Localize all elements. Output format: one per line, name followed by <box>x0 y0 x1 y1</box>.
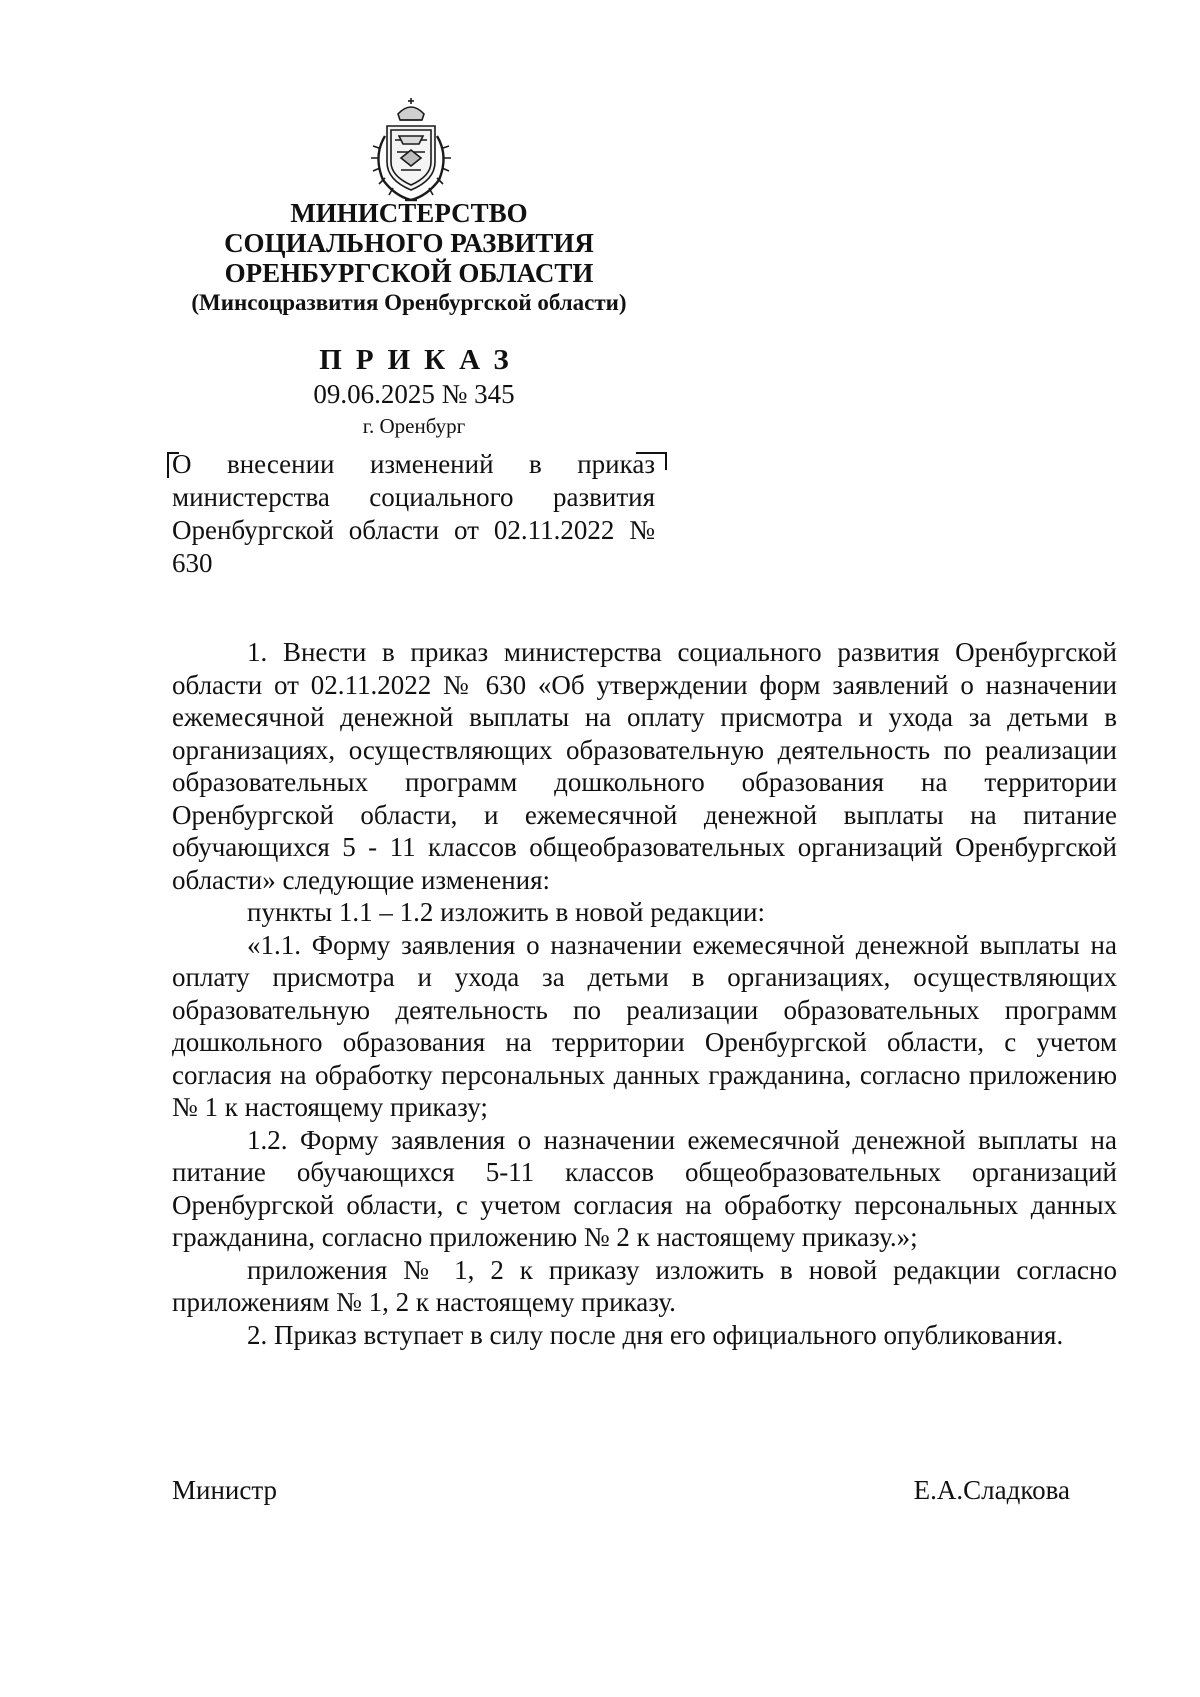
body-paragraph-4: 1.2. Форму заявления о назначении ежемесячной денежной выплаты на питание обучающихся 5-11 классов общеобразовательных организаций Оренбургской области, с учетом согласия на обработку персональных данных гражданина, согласно приложению № 2 к настоящему приказу.»; <box>172 1124 1117 1252</box>
ministry-short-name: (Минсоцразвития Оренбургской области) <box>191 290 627 315</box>
ministry-name-line2: СОЦИАЛЬНОГО РАЗВИТИЯ <box>224 228 594 258</box>
subject-corner-mark-right-vertical <box>664 452 667 470</box>
order-subject: О внесении изменений в приказ министерства социального развития Оренбургской области от 02.11.2022 № 630 <box>172 449 655 578</box>
body-paragraph-6: 2. Приказ вступает в силу после дня его официального опубликования. <box>247 1319 1064 1350</box>
order-city: г. Оренбург <box>362 414 466 438</box>
subject-corner-mark-left-vertical <box>167 452 170 478</box>
coat-of-arms-icon <box>365 96 457 204</box>
ministry-name-line1: МИНИСТЕРСТВО <box>290 198 528 228</box>
order-body <box>172 636 1117 1351</box>
order-title: ПРИКАЗ <box>319 344 523 376</box>
order-date-number: 09.06.2025 № 345 <box>313 379 515 409</box>
signatory-name: Е.А.Сладкова <box>913 1475 1070 1505</box>
order-heading <box>270 343 558 441</box>
signatory-position: Министр <box>172 1475 277 1505</box>
body-paragraph-2: пункты 1.1 – 1.2 изложить в новой редакции: <box>247 897 766 927</box>
ministry-name-line3: ОРЕНБУРГСКОЙ ОБЛАСТИ <box>224 258 594 288</box>
body-paragraph-1: 1. Внести в приказ министерства социального развития Оренбургской области от 02.11.2022 № 630 «Об утверждении форм заявлений о назначении ежемесячной денежной выплаты на оплату присмотра и ухода за детьми в организациях, осуществляющих образовательную деятельность по реализации образовательных программ дошкольного образования на территории Оренбургской области, и ежемесячной денежной выплаты на питание обучающихся 5 - 11 классов общеобразовательных организаций Оренбургской области» следующие изменения: <box>172 637 1117 895</box>
body-paragraph-3: «1.1. Форму заявления о назначении ежемесячной денежной выплаты на оплату присмотра и ухода за детьми в организациях, осуществляющих образовательную деятельность по реализации образовательных программ дошкольного образования на территории Оренбургской области, с учетом согласия на обработку персональных данных гражданина, согласно приложению № 1 к настоящему приказу; <box>172 929 1117 1122</box>
body-paragraph-5: приложения № 1, 2 к приказу изложить в новой редакции согласно приложениям № 1, 2 к настоящему приказу. <box>172 1254 1117 1317</box>
ministry-header <box>165 198 653 318</box>
